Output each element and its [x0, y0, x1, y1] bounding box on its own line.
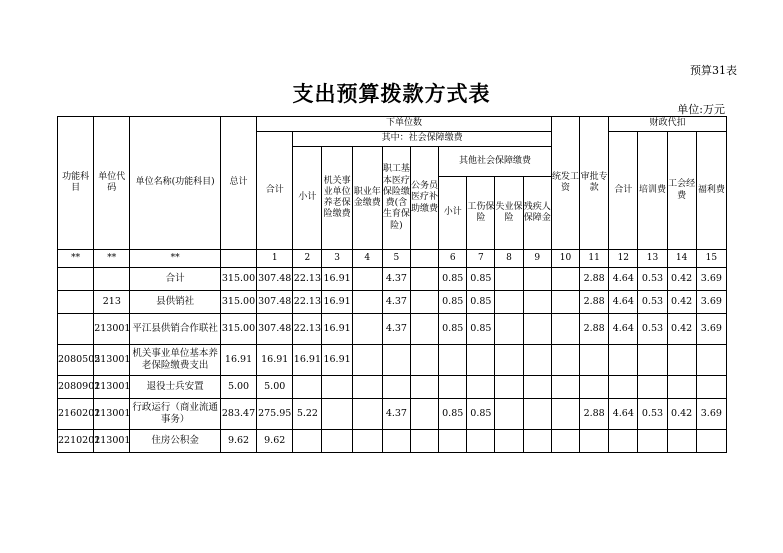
table-cell-total: 315.00 [220, 314, 256, 345]
col-fw-total: 合计 [609, 132, 638, 250]
table-cell-c10 [551, 291, 579, 314]
table-cell-func [58, 291, 94, 314]
table-cell-c15: 3.69 [696, 291, 726, 314]
table-cell-c9 [523, 399, 551, 430]
table-cell-code: 213001 [94, 430, 130, 453]
table-cell-c5b [410, 376, 438, 399]
table-cell-c5b [410, 430, 438, 453]
table-cell-name: 县供销社 [130, 291, 221, 314]
col-unemployment: 失业保险 [495, 177, 523, 250]
table-cell-c8 [495, 268, 523, 291]
col-welfare: 福利费 [696, 132, 726, 250]
col-lower-units: 下单位数 [257, 117, 552, 132]
column-number [220, 250, 256, 268]
table-cell-c13 [638, 345, 667, 376]
col-total: 总计 [220, 117, 256, 250]
table-cell-c4 [352, 376, 382, 399]
table-cell-total: 5.00 [220, 376, 256, 399]
column-number: 3 [322, 250, 352, 268]
table-cell-c13: 0.53 [638, 291, 667, 314]
table-cell-name: 退役士兵安置 [130, 376, 221, 399]
table-cell-c14: 0.42 [667, 399, 696, 430]
table-cell-c3: 16.91 [322, 291, 352, 314]
table-cell-c8 [495, 314, 523, 345]
table-cell-c14 [667, 345, 696, 376]
table-cell-c14: 0.42 [667, 314, 696, 345]
table-cell-c3: 16.91 [322, 345, 352, 376]
column-number-row [58, 250, 727, 268]
table-cell-c15 [696, 376, 726, 399]
table-cell-c4 [352, 268, 382, 291]
table-cell-c6 [439, 345, 467, 376]
column-number: 4 [352, 250, 382, 268]
table-cell-c4 [352, 291, 382, 314]
col-civil-medical: 公务员医疗补助缴费 [410, 147, 438, 250]
table-cell-name: 住房公积金 [130, 430, 221, 453]
table-cell-c2: 22.13 [293, 291, 322, 314]
col-injury: 工伤保险 [467, 177, 495, 250]
column-number: ** [58, 250, 94, 268]
table-cell-c3: 16.91 [322, 314, 352, 345]
table-cell-c7: 0.85 [467, 291, 495, 314]
col-pension: 机关事业单位养老保险缴费 [322, 147, 352, 250]
col-unit-name: 单位名称(功能科目) [130, 117, 221, 250]
table-cell-name: 行政运行（商业流通事务） [130, 399, 221, 430]
table-cell-c5: 4.37 [382, 268, 410, 291]
col-finance-withhold: 财政代扣 [609, 117, 727, 132]
table-cell-c6: 0.85 [439, 268, 467, 291]
table-cell-c15: 3.69 [696, 314, 726, 345]
col-disabled: 残疾人保障金 [523, 177, 551, 250]
table-cell-c12 [609, 345, 638, 376]
table-cell-c9 [523, 291, 551, 314]
table-cell-total: 283.47 [220, 399, 256, 430]
column-number: 7 [467, 250, 495, 268]
table-cell-c6 [439, 430, 467, 453]
table-cell-c1: 307.48 [257, 268, 293, 291]
table-cell-c14 [667, 430, 696, 453]
table-cell-total: 315.00 [220, 268, 256, 291]
table-cell-c14 [667, 376, 696, 399]
col-func-code: 功能科目 [58, 117, 94, 250]
table-cell-c2 [293, 430, 322, 453]
table-cell-c10 [551, 399, 579, 430]
table-cell-total: 9.62 [220, 430, 256, 453]
table-cell-code: 213001 [94, 314, 130, 345]
table-cell-c15 [696, 430, 726, 453]
table-cell-c13 [638, 430, 667, 453]
table-cell-c10 [551, 376, 579, 399]
column-number: 10 [551, 250, 579, 268]
column-number: 11 [580, 250, 609, 268]
table-cell-func [58, 268, 94, 291]
col-unit-code: 单位代码 [94, 117, 130, 250]
table-cell-c3: 16.91 [322, 268, 352, 291]
table-row [58, 314, 727, 345]
table-cell-c12 [609, 430, 638, 453]
table-cell-func: 2080901 [58, 376, 94, 399]
table-cell-c5: 4.37 [382, 291, 410, 314]
col-union: 工会经费 [667, 132, 696, 250]
column-number: 14 [667, 250, 696, 268]
column-number: 6 [439, 250, 467, 268]
table-cell-c10 [551, 268, 579, 291]
table-cell-c8 [495, 345, 523, 376]
table-cell-c8 [495, 291, 523, 314]
table-cell-total: 16.91 [220, 345, 256, 376]
table-number: 预算31表 [690, 64, 737, 77]
table-cell-c5b [410, 345, 438, 376]
table-cell-c7 [467, 430, 495, 453]
table-cell-c8 [495, 399, 523, 430]
table-cell-code: 213001 [94, 376, 130, 399]
table-cell-c12 [609, 376, 638, 399]
table-cell-c15: 3.69 [696, 399, 726, 430]
table-cell-c6: 0.85 [439, 314, 467, 345]
table-row [58, 345, 727, 376]
col-approved: 审批专款 [580, 117, 609, 250]
table-cell-func [58, 314, 94, 345]
table-row [58, 376, 727, 399]
column-number: 12 [609, 250, 638, 268]
col-wage: 统发工资 [551, 117, 579, 250]
table-cell-c11 [580, 376, 609, 399]
table-cell-c7 [467, 376, 495, 399]
table-cell-c5b [410, 291, 438, 314]
table-cell-c14: 0.42 [667, 291, 696, 314]
table-cell-c1: 9.62 [257, 430, 293, 453]
unit-label: 单位:万元 [677, 103, 725, 116]
table-cell-c4 [352, 345, 382, 376]
table-cell-c13: 0.53 [638, 399, 667, 430]
table-cell-c13 [638, 376, 667, 399]
table-cell-c11 [580, 430, 609, 453]
table-cell-c8 [495, 430, 523, 453]
table-cell-c3 [322, 399, 352, 430]
table-cell-c6: 0.85 [439, 399, 467, 430]
table-cell-c5b [410, 268, 438, 291]
table-cell-total: 315.00 [220, 291, 256, 314]
table-cell-c10 [551, 314, 579, 345]
table-cell-code: 213 [94, 291, 130, 314]
table-cell-c1: 16.91 [257, 345, 293, 376]
table-row [58, 430, 727, 453]
table-cell-c2: 22.13 [293, 314, 322, 345]
table-cell-c12: 4.64 [609, 291, 638, 314]
table-cell-c5 [382, 430, 410, 453]
table-cell-c4 [352, 399, 382, 430]
table-cell-code [94, 268, 130, 291]
col-annuity: 职业年金缴费 [352, 147, 382, 250]
column-number: ** [94, 250, 130, 268]
table-cell-c2: 22.13 [293, 268, 322, 291]
table-cell-code: 213001 [94, 345, 130, 376]
page-title: 支出预算拨款方式表 [292, 81, 491, 106]
table-cell-c11: 2.88 [580, 399, 609, 430]
table-cell-c5 [382, 376, 410, 399]
table-cell-c2 [293, 376, 322, 399]
table-cell-c11: 2.88 [580, 291, 609, 314]
budget-table [57, 116, 727, 453]
table-cell-c6 [439, 376, 467, 399]
table-cell-c9 [523, 268, 551, 291]
table-cell-c9 [523, 345, 551, 376]
column-number: 5 [382, 250, 410, 268]
table-cell-func: 2080505 [58, 345, 94, 376]
col-social-security: 其中：社会保障缴费 [293, 132, 552, 147]
table-cell-c10 [551, 430, 579, 453]
table-cell-c15 [696, 345, 726, 376]
table-cell-c12: 4.64 [609, 314, 638, 345]
table-cell-c1: 307.48 [257, 291, 293, 314]
table-cell-c3 [322, 376, 352, 399]
table-row [58, 268, 727, 291]
table-cell-c4 [352, 430, 382, 453]
table-cell-c7: 0.85 [467, 314, 495, 345]
table-cell-c11 [580, 345, 609, 376]
table-cell-c1: 275.95 [257, 399, 293, 430]
table-cell-c5b [410, 399, 438, 430]
column-number: ** [130, 250, 221, 268]
table-cell-c1: 307.48 [257, 314, 293, 345]
table-cell-c13: 0.53 [638, 268, 667, 291]
table-cell-c7 [467, 345, 495, 376]
table-cell-c9 [523, 314, 551, 345]
table-cell-c5b [410, 314, 438, 345]
table-cell-c12: 4.64 [609, 399, 638, 430]
table-cell-c6: 0.85 [439, 291, 467, 314]
table-row [58, 291, 727, 314]
table-row [58, 399, 727, 430]
table-cell-func: 2210201 [58, 430, 94, 453]
table-cell-c2: 5.22 [293, 399, 322, 430]
column-number: 1 [257, 250, 293, 268]
table-cell-c10 [551, 345, 579, 376]
table-cell-c5: 4.37 [382, 314, 410, 345]
table-cell-c1: 5.00 [257, 376, 293, 399]
col-medical: 职工基本医疗保险缴费(含生育保险) [382, 147, 410, 250]
column-number: 2 [293, 250, 322, 268]
column-number: 15 [696, 250, 726, 268]
table-cell-c14: 0.42 [667, 268, 696, 291]
table-cell-name: 机关事业单位基本养老保险缴费支出 [130, 345, 221, 376]
table-cell-code: 213001 [94, 399, 130, 430]
table-cell-c8 [495, 376, 523, 399]
col-other-subtotal: 小计 [439, 177, 467, 250]
col-subtotal-all: 合计 [257, 132, 293, 250]
table-cell-c9 [523, 376, 551, 399]
table-cell-c7: 0.85 [467, 268, 495, 291]
column-number [410, 250, 438, 268]
table-cell-c11: 2.88 [580, 268, 609, 291]
table-cell-c5: 4.37 [382, 399, 410, 430]
col-other-ss: 其他社会保障缴费 [439, 147, 552, 177]
table-cell-c3 [322, 430, 352, 453]
col-ss-subtotal: 小计 [293, 147, 322, 250]
column-number: 13 [638, 250, 667, 268]
column-number: 8 [495, 250, 523, 268]
table-cell-c7: 0.85 [467, 399, 495, 430]
table-cell-c13: 0.53 [638, 314, 667, 345]
table-cell-c2: 16.91 [293, 345, 322, 376]
table-cell-c5 [382, 345, 410, 376]
table-cell-c4 [352, 314, 382, 345]
table-cell-c12: 4.64 [609, 268, 638, 291]
column-number: 9 [523, 250, 551, 268]
table-cell-c15: 3.69 [696, 268, 726, 291]
table-cell-name: 平江县供销合作联社 [130, 314, 221, 345]
table-cell-name: 合计 [130, 268, 221, 291]
col-training: 培训费 [638, 132, 667, 250]
table-cell-c11: 2.88 [580, 314, 609, 345]
table-cell-c9 [523, 430, 551, 453]
table-cell-func: 2160201 [58, 399, 94, 430]
